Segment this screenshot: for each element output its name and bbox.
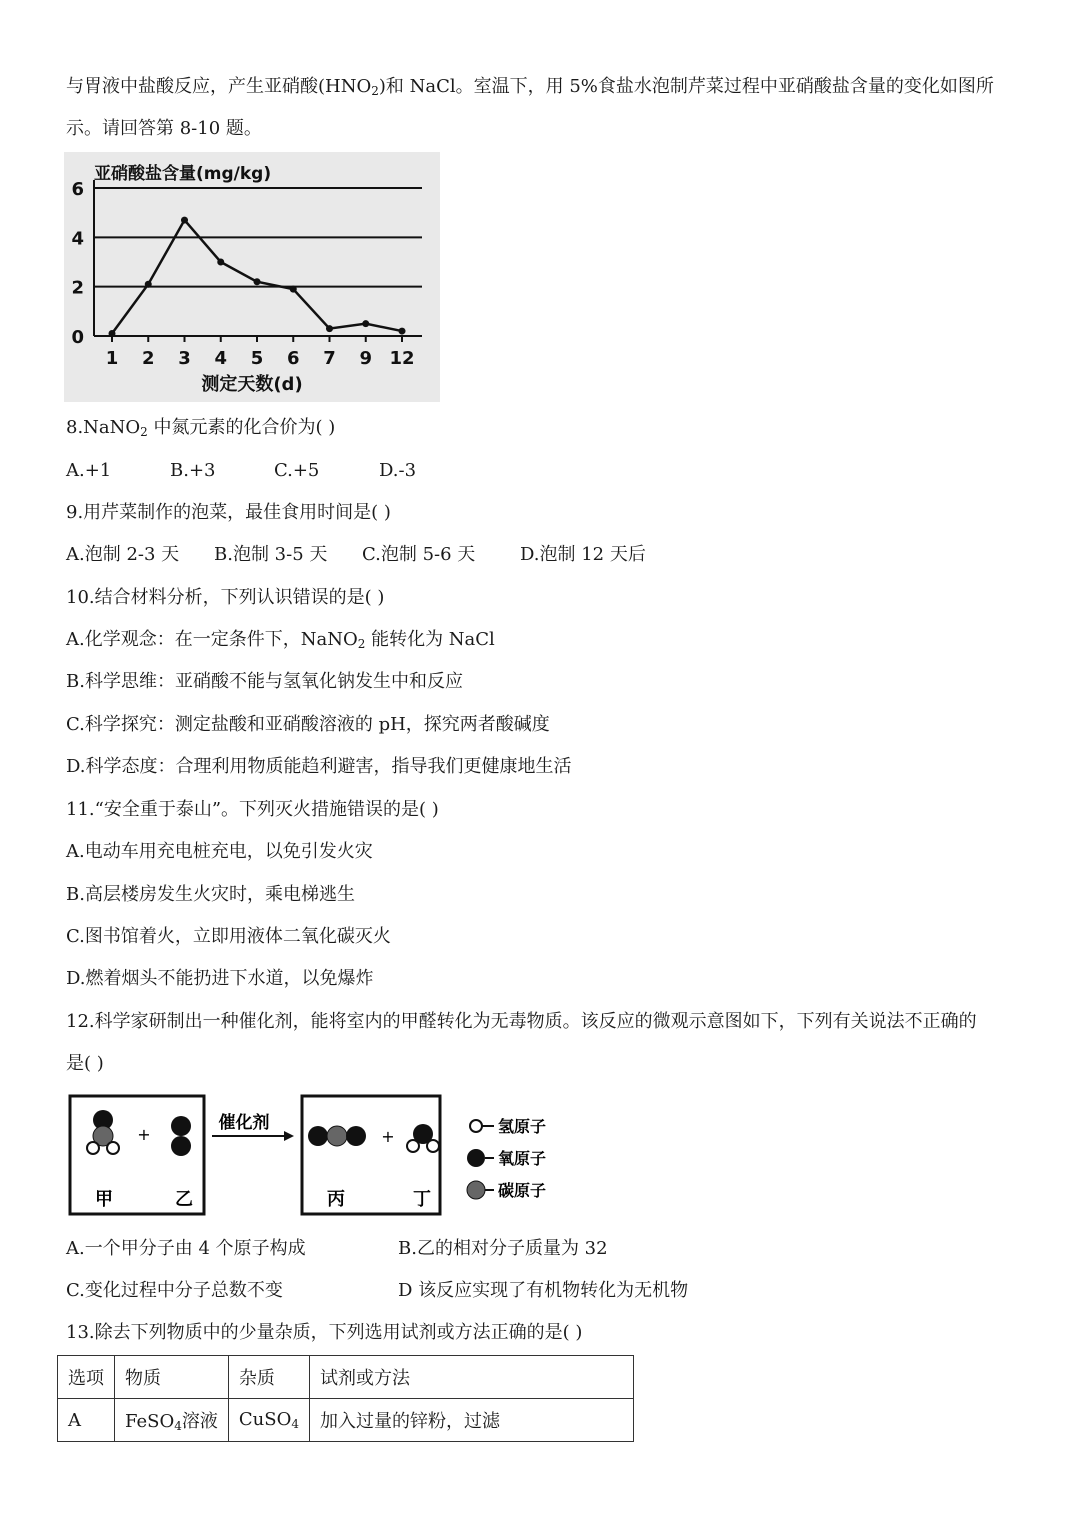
q11-option-a[interactable]: A.电动车用充电桩充电，以免引发火灾 [66, 841, 373, 862]
table-header-row [58, 1356, 634, 1399]
data-point [399, 328, 406, 335]
q10-option-a-subscript: 2 [357, 637, 366, 651]
q8-option-a[interactable]: A.+1 [66, 460, 112, 481]
chart-title: 亚硝酸盐含量(mg/kg) [94, 164, 272, 184]
q8-stem-a: 8.NaNO [66, 417, 141, 438]
q8-stem [66, 416, 335, 444]
q13-table [57, 1355, 634, 1442]
q8-stem-b: 中氮元素的化合价为( ) [147, 417, 336, 438]
q11-option-b[interactable]: B.高层楼房发生火灾时，乘电梯逃生 [66, 884, 355, 905]
data-point [326, 325, 333, 332]
x-tick-label: 12 [389, 348, 415, 369]
q13-stem: 13.除去下列物质中的少量杂质，下列选用试剂或方法正确的是( ) [66, 1322, 583, 1343]
arrow-head-icon [284, 1131, 294, 1141]
data-point [181, 217, 188, 224]
data-point [362, 320, 369, 327]
q12-stem-line-1: 12.科学家研制出一种催化剂，能将室内的甲醛转化为无毒物质。该反应的微观示意图如下，下列有关说法不正确的 [66, 1011, 977, 1032]
header-method: 试剂或方法 [309, 1356, 633, 1399]
intro-text-b: )和 NaCl。室温下，用 5%食盐水泡制芹菜过程中亚硝酸盐含量的变化如图所 [378, 76, 994, 97]
data-point [109, 330, 116, 337]
cell-impurity [228, 1399, 309, 1442]
q11-option-d[interactable]: D.燃着烟头不能扔进下水道，以免爆炸 [66, 968, 374, 989]
q10-option-b[interactable]: B.科学思维：亚硝酸不能与氢氧化钠发生中和反应 [66, 671, 463, 692]
q10-option-c[interactable]: C.科学探究：测定盐酸和亚硝酸溶液的 pH，探究两者酸碱度 [66, 714, 550, 735]
intro-line-2: 示。请回答第 8-10 题。 [66, 118, 262, 139]
label-yi: 乙 [175, 1189, 193, 1210]
q11-stem: 11.“安全重于泰山”。下列灭火措施错误的是( ) [66, 799, 439, 820]
x-tick-label: 6 [286, 348, 300, 369]
reaction-micro-diagram [66, 1090, 566, 1220]
q10-stem: 10.结合材料分析，下列认识错误的是( ) [66, 587, 385, 608]
intro-text-a: 与胃液中盐酸反应，产生亚硝酸(HNO [66, 76, 372, 97]
cell-substance-a: FeSO [125, 1411, 175, 1432]
legend-carbon: 碳原子 [498, 1181, 547, 1200]
x-tick-label: 1 [105, 348, 119, 369]
molecule-ding-icon [407, 1124, 439, 1152]
x-tick-label: 4 [214, 348, 228, 369]
q12-stem-line-2: 是( ) [66, 1053, 104, 1074]
cell-impurity-a: CuSO [238, 1409, 292, 1430]
cell-impurity-sub: 4 [291, 1417, 299, 1431]
cell-substance [115, 1399, 229, 1442]
oxygen-atom-icon [467, 1149, 485, 1167]
header-impurity: 杂质 [228, 1356, 309, 1399]
cell-substance-b: 溶液 [181, 1411, 218, 1432]
reactant-plus: + [137, 1125, 151, 1144]
legend-hydrogen: 氢原子 [498, 1117, 547, 1136]
q8-option-d[interactable]: D.-3 [379, 460, 417, 481]
q10-option-a[interactable] [66, 628, 495, 656]
cell-method: 加入过量的锌粉，过滤 [309, 1399, 633, 1442]
q9-option-d[interactable]: D.泡制 12 天后 [520, 544, 646, 565]
hydrogen-atom-icon [470, 1120, 482, 1132]
q8-subscript: 2 [140, 425, 148, 439]
q9-stem: 9.用芹菜制作的泡菜，最佳食用时间是( ) [66, 502, 391, 523]
x-tick-label: 9 [359, 348, 373, 369]
data-point [217, 259, 224, 266]
carbon-atom-icon [467, 1181, 485, 1199]
catalyst-label: 催化剂 [218, 1113, 270, 1133]
q9-option-c[interactable]: C.泡制 5-6 天 [362, 544, 476, 565]
q10-option-a-text-a: A.化学观念：在一定条件下，NaNO [66, 629, 358, 650]
molecule-yi-icon [171, 1116, 191, 1156]
cell-option: A [58, 1399, 115, 1442]
q10-option-a-text-b: 能转化为 NaCl [365, 629, 495, 650]
y-tick-label: 6 [71, 179, 84, 200]
intro-line-1 [66, 75, 994, 103]
q11-option-c[interactable]: C.图书馆着火，立即用液体二氧化碳灭火 [66, 926, 391, 947]
q12-option-c[interactable]: C.变化过程中分子总数不变 [66, 1280, 283, 1301]
molecule-bing-icon [308, 1126, 366, 1146]
x-tick-label: 7 [323, 348, 336, 369]
q9-option-a[interactable]: A.泡制 2-3 天 [66, 544, 180, 565]
label-bing: 丙 [327, 1189, 345, 1210]
intro-subscript: 2 [371, 84, 379, 98]
x-tick-label: 3 [178, 348, 191, 369]
chart-x-axis-label: 测定天数(d) [201, 374, 303, 395]
data-point [290, 286, 297, 293]
q8-option-b[interactable]: B.+3 [170, 460, 216, 481]
x-tick-label: 2 [141, 348, 155, 369]
q12-option-d[interactable]: D 该反应实现了有机物转化为无机物 [398, 1280, 689, 1301]
data-point [254, 278, 261, 285]
q8-option-c[interactable]: C.+5 [274, 460, 320, 481]
y-tick-label: 4 [71, 228, 84, 250]
molecule-jia-icon [87, 1110, 119, 1154]
table-row [58, 1399, 634, 1442]
label-jia: 甲 [95, 1189, 113, 1210]
header-option: 选项 [58, 1356, 115, 1399]
y-tick-label: 2 [71, 277, 84, 299]
cell-substance-sub: 4 [174, 1419, 182, 1433]
product-plus: + [381, 1127, 395, 1146]
q12-option-b[interactable]: B.乙的相对分子质量为 32 [398, 1238, 608, 1259]
nitrite-line-chart [64, 152, 440, 402]
legend-oxygen: 氧原子 [498, 1149, 547, 1168]
header-substance: 物质 [115, 1356, 229, 1399]
q10-option-d[interactable]: D.科学态度：合理利用物质能趋利避害，指导我们更健康地生活 [66, 756, 572, 777]
y-tick-label: 0 [71, 327, 84, 348]
x-tick-label: 5 [250, 348, 264, 369]
data-point [145, 281, 152, 288]
label-ding: 丁 [413, 1189, 431, 1210]
q12-option-a[interactable]: A.一个甲分子由 4 个原子构成 [66, 1238, 306, 1259]
q9-option-b[interactable]: B.泡制 3-5 天 [214, 544, 328, 565]
atom-legend [467, 1117, 546, 1200]
